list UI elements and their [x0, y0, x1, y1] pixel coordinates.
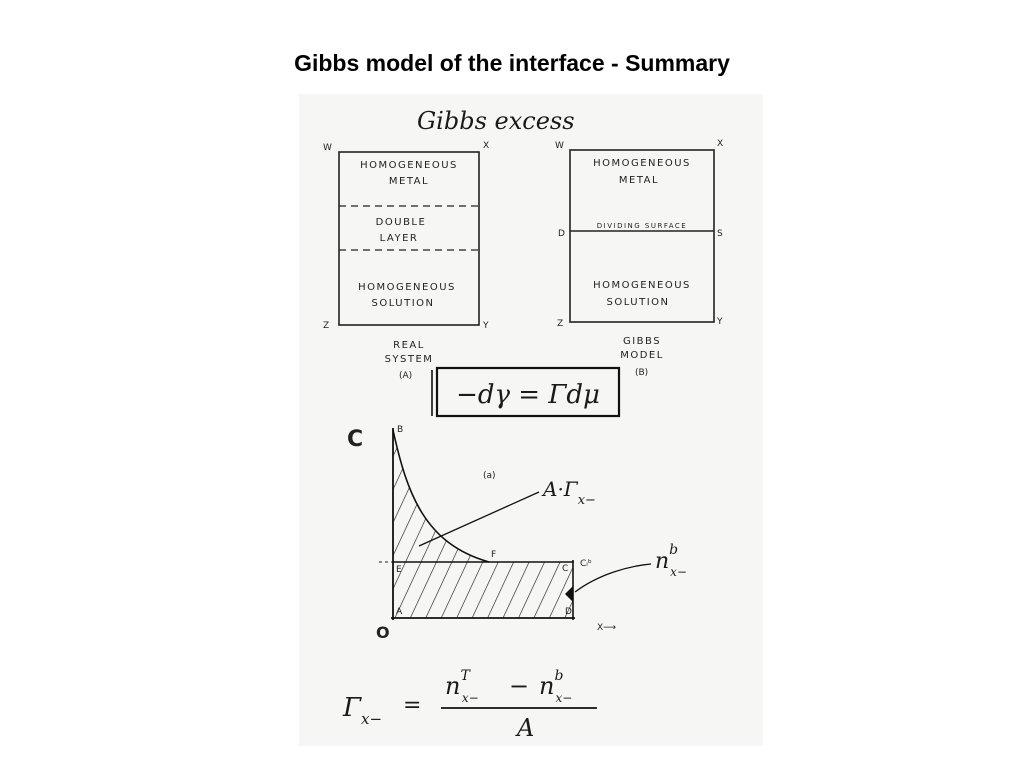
slide-title: Gibbs model of the interface - Summary	[294, 50, 730, 76]
formula-lhs	[342, 693, 382, 728]
real-system-tag: (A)	[399, 371, 413, 381]
gibbs-model-caption: GIBBS	[622, 336, 662, 347]
gibbs-model-tag: (B)	[635, 368, 649, 378]
excess-label	[541, 477, 596, 508]
n-bulk: n	[539, 672, 555, 700]
point-c-label: C	[562, 564, 569, 574]
solution-region-label: HOMOGENEOUS	[358, 282, 456, 293]
bulk-amount-main: n	[655, 549, 670, 574]
scanned-figure	[299, 94, 763, 746]
solution-region-label-2: SOLUTION	[606, 297, 670, 308]
concentration-plot	[347, 425, 687, 642]
gibbs-equation: −dγ = Γdμ	[456, 380, 600, 410]
panel-tag: (a)	[483, 471, 496, 481]
gibbs-model-diagram	[555, 139, 723, 378]
bulk-region	[393, 562, 573, 618]
formula-gamma: Γ	[343, 693, 362, 723]
origin-label: O	[376, 623, 390, 642]
corner-x-label: X	[717, 139, 724, 149]
n-bulk-sub: x−	[555, 691, 573, 705]
solution-region-label-2: SOLUTION	[371, 298, 435, 309]
formula-numerator-bulk	[539, 668, 572, 705]
dividing-surface-label: DIVIDING SURFACE	[596, 222, 688, 230]
point-b-label: B	[397, 425, 404, 435]
x-axis-label: X⟶	[597, 623, 617, 633]
corner-w-label: W	[323, 143, 332, 153]
bulk-concentration-label: Cᵢᵇ	[580, 559, 592, 569]
point-e-label: E	[396, 565, 402, 575]
figure-heading: Gibbs excess	[417, 107, 575, 135]
formula-numerator-total	[445, 668, 479, 705]
corner-s-label: S	[717, 229, 723, 239]
corner-w-label: W	[555, 141, 564, 151]
formula-minus: −	[509, 672, 530, 700]
point-a-label: A	[396, 607, 403, 617]
n-total-sub: x−	[461, 691, 479, 705]
real-system-diagram	[323, 141, 489, 381]
surface-excess-formula	[342, 668, 597, 742]
bulk-amount-label	[655, 542, 687, 579]
corner-d-label: D	[558, 229, 565, 239]
metal-region-label-2: METAL	[388, 176, 430, 187]
corner-x-label: X	[483, 141, 490, 151]
y-axis-label: C	[347, 427, 364, 452]
bulk-amount-sup: b	[669, 542, 679, 558]
n-total-sup: T	[460, 668, 470, 684]
gibbs-model-caption-2: MODEL	[620, 350, 664, 361]
corner-z-label: Z	[557, 319, 564, 329]
corner-y-label: Y	[717, 317, 723, 327]
metal-region-label: HOMOGENEOUS	[593, 158, 691, 169]
n-bulk-sup: b	[554, 668, 564, 684]
excess-label-sub: x−	[577, 493, 596, 508]
point-d-label: D	[565, 607, 572, 617]
formula-gamma-sub: x−	[361, 710, 383, 728]
metal-region-label-2: METAL	[618, 175, 660, 186]
double-layer-label: DOUBLE	[375, 217, 427, 228]
excess-label-main: A·Γ	[543, 477, 578, 501]
corner-y-label: Y	[483, 321, 489, 331]
bulk-amount-sub: x−	[670, 565, 687, 579]
formula-denominator: A	[517, 714, 535, 742]
n-total: n	[445, 672, 461, 700]
gibbs-equation-box	[432, 368, 619, 416]
double-layer-label-2: LAYER	[379, 233, 419, 244]
formula-equals: =	[403, 693, 422, 718]
solution-region-label: HOMOGENEOUS	[593, 280, 691, 291]
point-f-label: F	[491, 550, 497, 560]
excess-region	[393, 430, 489, 562]
metal-region-label: HOMOGENEOUS	[360, 160, 458, 171]
corner-z-label: Z	[323, 321, 330, 331]
real-system-caption: REAL	[393, 340, 425, 351]
real-system-caption-2: SYSTEM	[384, 354, 434, 365]
